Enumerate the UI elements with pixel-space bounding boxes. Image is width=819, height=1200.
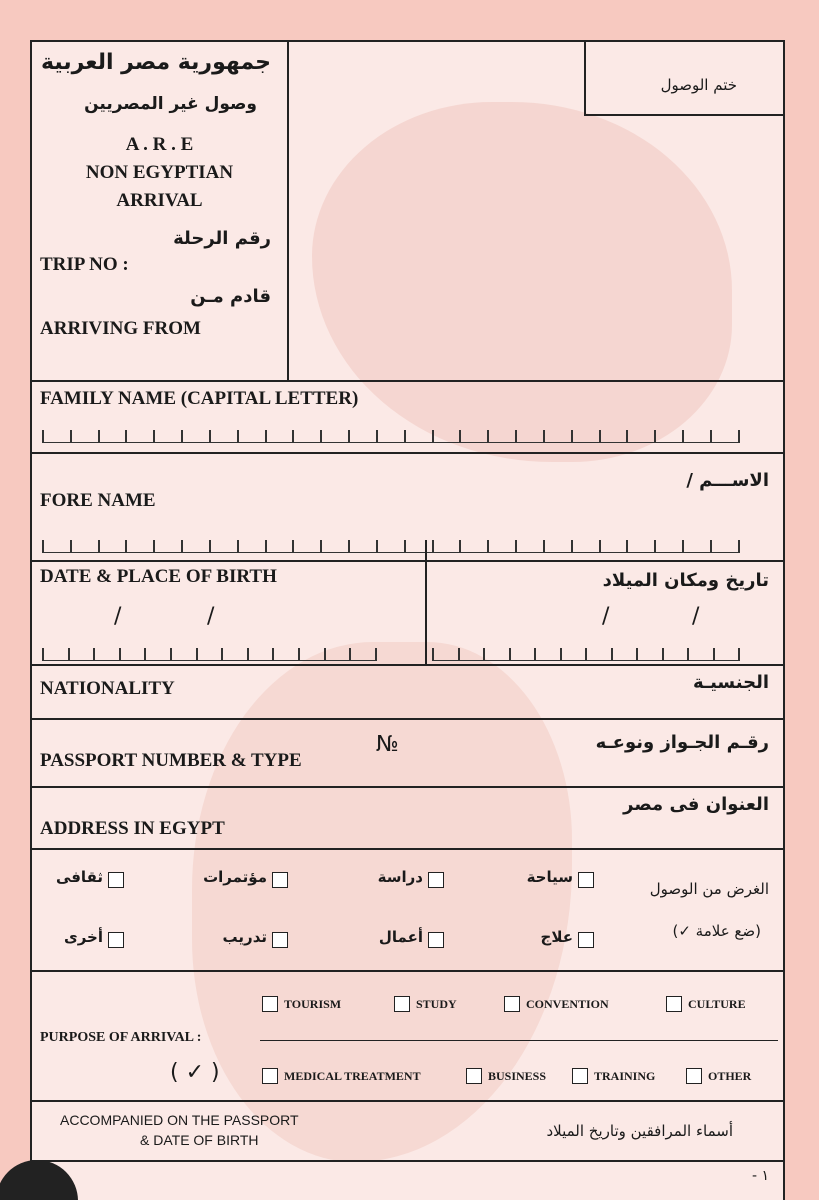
ar-name-label: الاســـم / <box>686 470 769 491</box>
option-label: TRAINING <box>594 1069 656 1083</box>
row-divider <box>32 452 783 454</box>
row-divider <box>32 1160 783 1162</box>
date-separator: / <box>207 604 215 629</box>
ar-tourism-checkbox[interactable] <box>578 872 594 888</box>
birth-date-field[interactable] <box>42 648 377 661</box>
birth-place-field[interactable] <box>432 648 740 661</box>
row-divider <box>32 664 783 666</box>
ar-medical-checkbox[interactable] <box>578 932 594 948</box>
ar-option-label: تدريب <box>222 928 267 946</box>
ar-study-checkbox[interactable] <box>428 872 444 888</box>
option-label: BUSINESS <box>488 1069 547 1083</box>
row-number: ١ - <box>751 1168 769 1184</box>
ar-option-label: سياحة <box>526 868 573 886</box>
ar-training-checkbox[interactable] <box>272 932 288 948</box>
purpose-label: PURPOSE OF ARRIVAL : <box>40 1030 202 1045</box>
purpose-rule <box>260 1040 778 1041</box>
date-separator: / <box>692 604 700 629</box>
option-label: STUDY <box>416 997 457 1011</box>
ar-option-label: علاج <box>540 928 573 946</box>
check-hint: ( ✓ ) <box>170 1060 220 1085</box>
accompanied-label-dob: & DATE OF BIRTH <box>140 1132 259 1148</box>
passport-number-sign: № <box>376 732 399 757</box>
address-label: ADDRESS IN EGYPT <box>40 818 225 839</box>
en-are: A . R . E <box>125 134 194 155</box>
ar-option-label: ثقافى <box>55 868 103 886</box>
ar-culture-checkbox[interactable] <box>108 872 124 888</box>
en-non-egyptian: NON EGYPTIAN <box>85 162 234 183</box>
ar-address-label: العنوان فى مصر <box>623 794 769 815</box>
ar-option-label: دراسة <box>377 868 423 886</box>
ar-subtitle: وصول غير المصريين <box>84 94 257 114</box>
ar-from-label: قادم مـن <box>190 286 271 307</box>
row-divider <box>32 718 783 720</box>
family-name-field[interactable] <box>42 430 740 443</box>
ar-purpose-hint: (ضع علامة ✓) <box>672 922 761 940</box>
row-divider <box>32 1100 783 1102</box>
fore-name-field[interactable] <box>42 540 740 553</box>
medical-checkbox[interactable] <box>262 1068 278 1084</box>
option-label: TOURISM <box>284 997 342 1011</box>
training-checkbox[interactable] <box>572 1068 588 1084</box>
study-checkbox[interactable] <box>394 996 410 1012</box>
tourism-checkbox[interactable] <box>262 996 278 1012</box>
row-divider <box>32 970 783 972</box>
watermark-shape <box>192 642 572 1162</box>
ar-option-label: أعمال <box>378 928 423 946</box>
en-arrival: ARRIVAL <box>116 190 203 211</box>
ar-purpose-label: الغرض من الوصول <box>649 880 769 898</box>
dob-label: DATE & PLACE OF BIRTH <box>40 566 277 587</box>
accompanied-label: ACCOMPANIED ON THE PASSPORT <box>60 1112 299 1128</box>
ar-business-checkbox[interactable] <box>428 932 444 948</box>
convention-checkbox[interactable] <box>504 996 520 1012</box>
row-divider <box>32 560 783 562</box>
ar-option-label: مؤتمرات <box>203 868 267 886</box>
ar-other-checkbox[interactable] <box>108 932 124 948</box>
header-divider <box>287 42 289 380</box>
ar-accompanied-label: أسماء المرافقين وتاريخ الميلاد <box>546 1122 733 1140</box>
passport-label: PASSPORT NUMBER & TYPE <box>40 750 302 771</box>
option-label: CONVENTION <box>526 997 609 1011</box>
option-label: OTHER <box>708 1069 752 1083</box>
business-checkbox[interactable] <box>466 1068 482 1084</box>
date-separator: / <box>602 604 610 629</box>
option-label: CULTURE <box>688 997 746 1011</box>
arriving-from-label: ARRIVING FROM <box>40 318 201 339</box>
option-label: MEDICAL TREATMENT <box>284 1069 421 1083</box>
other-checkbox[interactable] <box>686 1068 702 1084</box>
row-divider <box>32 380 783 382</box>
ar-convention-checkbox[interactable] <box>272 872 288 888</box>
family-name-label: FAMILY NAME (CAPITAL LETTER) <box>40 388 359 409</box>
trip-number-label: TRIP NO : <box>40 254 129 275</box>
stamp-label: ختم الوصول <box>660 76 737 94</box>
culture-checkbox[interactable] <box>666 996 682 1012</box>
ar-title: جمهورية مصر العربية <box>41 50 271 75</box>
date-separator: / <box>114 604 122 629</box>
fore-name-label: FORE NAME <box>40 490 156 511</box>
ar-dob-label: تاريخ ومكان الميلاد <box>602 570 769 591</box>
arrival-card <box>30 40 785 1200</box>
ar-trip-label: رقم الرحلة <box>173 228 271 249</box>
ar-option-label: أخرى <box>63 928 103 946</box>
row-divider <box>32 786 783 788</box>
nationality-label: NATIONALITY <box>40 678 175 699</box>
ar-nationality-label: الجنسيـة <box>693 672 769 693</box>
birth-divider <box>425 540 427 664</box>
ar-passport-label: رقـم الجـواز ونوعـه <box>595 732 769 753</box>
watermark-shape <box>312 102 732 462</box>
row-divider <box>32 848 783 850</box>
